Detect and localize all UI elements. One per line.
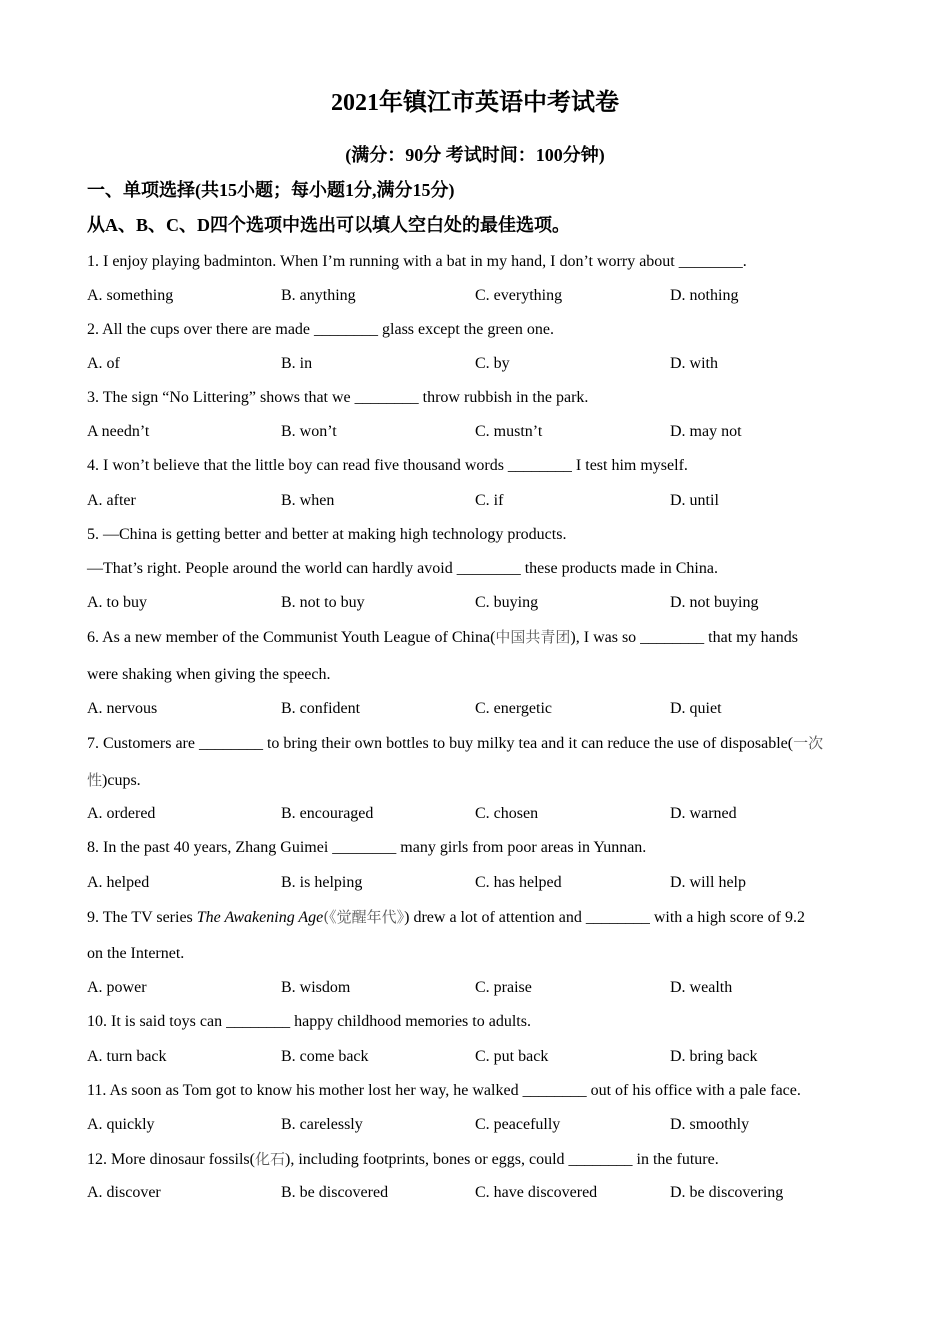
question-11-stem: 11. As soon as Tom got to know his mother lost her way, he walked ________ out of his office with a pale face. <box>87 1082 801 1099</box>
question-7-stem <box>87 732 823 755</box>
question-7-stem-chinese: 一次 <box>793 734 824 752</box>
question-8-option-b[interactable]: B. is helping <box>281 874 363 891</box>
question-9-stem <box>87 906 805 929</box>
question-9-stem-text-a: 9. The TV series <box>87 909 197 926</box>
section-heading: 一、单项选择(共15小题；每小题1分,满分15分) <box>87 180 455 200</box>
question-11-option-b[interactable]: B. carelessly <box>281 1116 363 1133</box>
question-6-stem-text-a: 6. As a new member of the Communist Youth League of China( <box>87 629 496 646</box>
question-5-option-d[interactable]: D. not buying <box>670 594 759 611</box>
question-7-stem-chinese-2: 性 <box>87 771 103 789</box>
question-9-option-b[interactable]: B. wisdom <box>281 979 351 996</box>
question-10-option-a[interactable]: A. turn back <box>87 1048 167 1065</box>
question-10-stem: 10. It is said toys can ________ happy childhood memories to adults. <box>87 1013 531 1030</box>
question-2-option-a[interactable]: A. of <box>87 355 120 372</box>
question-6-stem <box>87 626 798 649</box>
question-6-option-b[interactable]: B. confident <box>281 700 361 717</box>
question-3-option-b[interactable]: B. won’t <box>281 423 337 440</box>
question-5-option-b[interactable]: B. not to buy <box>281 594 365 611</box>
question-4-option-b[interactable]: B. when <box>281 492 335 509</box>
question-1-option-b[interactable]: B. anything <box>281 287 356 304</box>
question-10-option-d[interactable]: D. bring back <box>670 1048 758 1065</box>
question-12-stem <box>87 1148 719 1171</box>
question-7-option-b[interactable]: B. encouraged <box>281 805 374 822</box>
question-12-option-d[interactable]: D. be discovering <box>670 1184 784 1201</box>
question-7-stem-line2 <box>87 769 141 792</box>
question-3-option-c[interactable]: C. mustn’t <box>475 423 543 440</box>
question-11-option-a[interactable]: A. quickly <box>87 1116 155 1133</box>
question-7-option-c[interactable]: C. chosen <box>475 805 539 822</box>
question-4-option-d[interactable]: D. until <box>670 492 719 509</box>
question-5-stem-line2: —That’s right. People around the world can hardly avoid ________ these products made in China. <box>87 560 718 577</box>
question-2-option-c[interactable]: C. by <box>475 355 510 372</box>
question-1-stem: 1. I enjoy playing badminton. When I’m running with a bat in my hand, I don’t worry about ________. <box>87 253 747 270</box>
question-12-stem-chinese: 化石 <box>254 1150 285 1168</box>
question-7-option-d[interactable]: D. warned <box>670 805 737 822</box>
question-10-option-c[interactable]: C. put back <box>475 1048 549 1065</box>
question-7-option-a[interactable]: A. ordered <box>87 805 156 822</box>
question-1-option-c[interactable]: C. everything <box>475 287 563 304</box>
question-1-option-a[interactable]: A. something <box>87 287 174 304</box>
question-4-stem: 4. I won’t believe that the little boy can read five thousand words ________ I test him myself. <box>87 457 688 474</box>
question-9-option-d[interactable]: D. wealth <box>670 979 733 996</box>
question-3-option-d[interactable]: D. may not <box>670 423 742 440</box>
question-2-stem: 2. All the cups over there are made ________ glass except the green one. <box>87 321 554 338</box>
question-8-option-d[interactable]: D. will help <box>670 874 746 891</box>
question-3-stem: 3. The sign “No Littering” shows that we ________ throw rubbish in the park. <box>87 389 589 406</box>
question-9-stem-line2: on the Internet. <box>87 945 185 962</box>
question-9-stem-chinese: (《觉醒年代》 <box>323 908 405 926</box>
question-12-option-a[interactable]: A. discover <box>87 1184 161 1201</box>
question-12-stem-text-a: 12. More dinosaur fossils( <box>87 1151 255 1168</box>
question-12-stem-text-b: ), including footprints, bones or eggs, could ________ in the future. <box>285 1151 719 1168</box>
question-8-option-c[interactable]: C. has helped <box>475 874 562 891</box>
question-6-option-a[interactable]: A. nervous <box>87 700 158 717</box>
question-8-option-a[interactable]: A. helped <box>87 874 150 891</box>
question-6-option-c[interactable]: C. energetic <box>475 700 553 717</box>
question-10-option-b[interactable]: B. come back <box>281 1048 369 1065</box>
question-12-option-b[interactable]: B. be discovered <box>281 1184 389 1201</box>
question-6-stem-text-b: ), I was so ________ that my hands <box>570 629 798 646</box>
question-6-stem-chinese: 中国共青团 <box>495 628 571 646</box>
exam-subtitle: (满分：90分 考试时间：100分钟) <box>345 145 605 165</box>
question-2-option-d[interactable]: D. with <box>670 355 718 372</box>
question-9-option-c[interactable]: C. praise <box>475 979 532 996</box>
question-12-option-c[interactable]: C. have discovered <box>475 1184 598 1201</box>
question-11-option-d[interactable]: D. smoothly <box>670 1116 750 1133</box>
question-1-option-d[interactable]: D. nothing <box>670 287 739 304</box>
question-6-stem-line2: were shaking when giving the speech. <box>87 666 331 683</box>
question-7-stem-text-b: )cups. <box>102 772 141 789</box>
question-4-option-a[interactable]: A. after <box>87 492 136 509</box>
question-8-stem: 8. In the past 40 years, Zhang Guimei ________ many girls from poor areas in Yunnan. <box>87 839 647 856</box>
question-9-stem-text-b: ) drew a lot of attention and ________ with a high score of 9.2 <box>404 909 805 926</box>
question-6-option-d[interactable]: D. quiet <box>670 700 722 717</box>
question-3-option-a[interactable]: A needn’t <box>87 423 150 440</box>
section-instruction: 从A、B、C、D四个选项中选出可以填人空白处的最佳选项。 <box>87 215 571 235</box>
question-9-stem-title: The Awakening Age <box>196 909 324 926</box>
question-2-option-b[interactable]: B. in <box>281 355 313 372</box>
question-5-option-c[interactable]: C. buying <box>475 594 539 611</box>
question-7-stem-text-a: 7. Customers are ________ to bring their own bottles to buy milky tea and it can reduce the use of disposable( <box>87 735 794 752</box>
question-11-option-c[interactable]: C. peacefully <box>475 1116 561 1133</box>
question-5-option-a[interactable]: A. to buy <box>87 594 147 611</box>
question-4-option-c[interactable]: C. if <box>475 492 504 509</box>
question-9-option-a[interactable]: A. power <box>87 979 147 996</box>
page-title: 2021年镇江市英语中考试卷 <box>331 90 619 116</box>
question-5-stem: 5. —China is getting better and better at making high technology products. <box>87 526 567 543</box>
